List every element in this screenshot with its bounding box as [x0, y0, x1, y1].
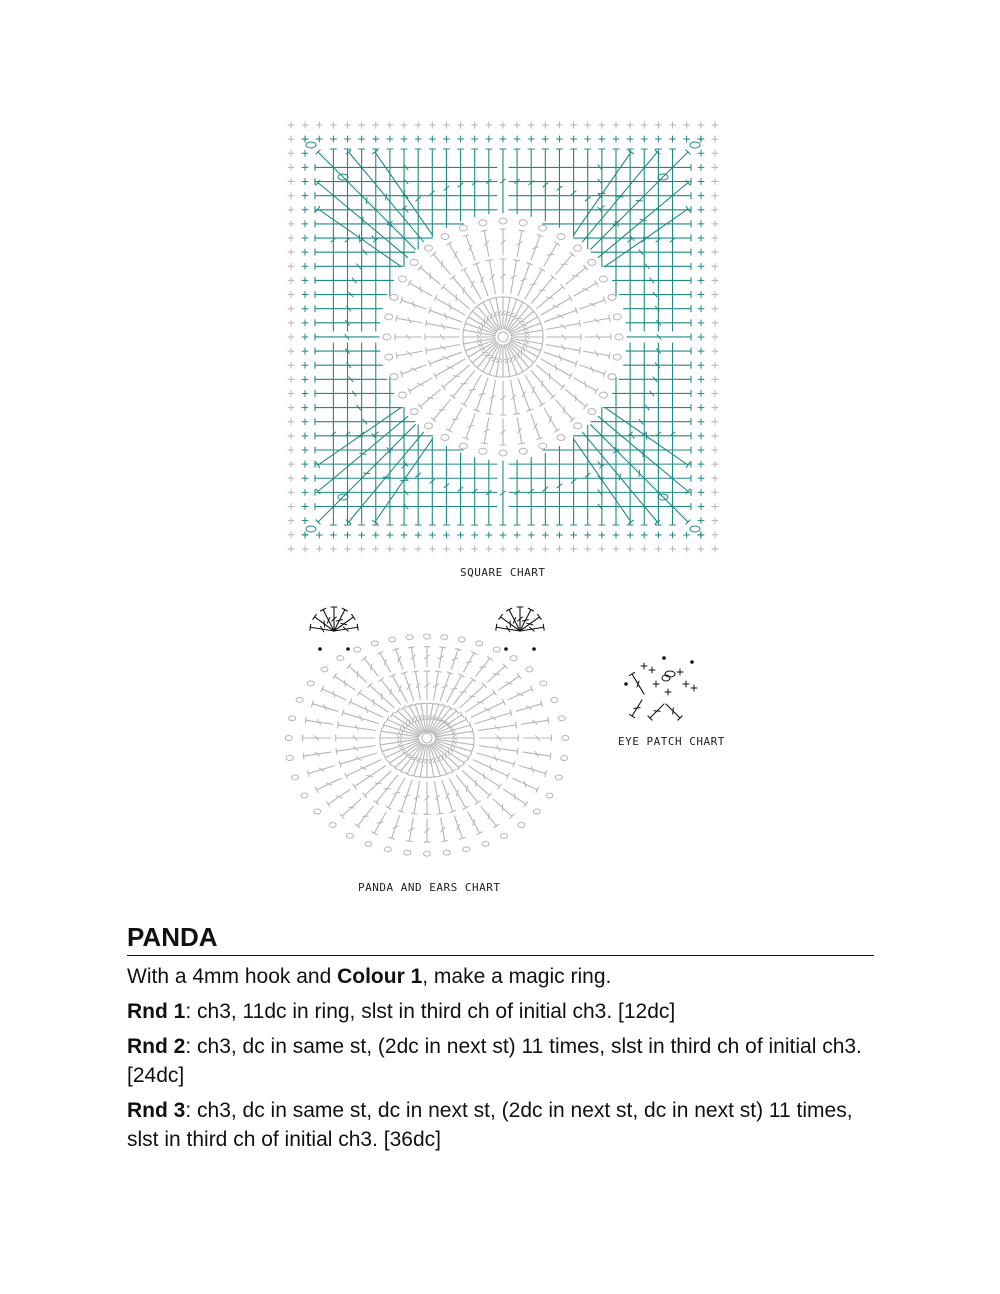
intro-instruction: With a 4mm hook and Colour 1, make a magic ring. — [127, 965, 612, 988]
round-1-instruction: Rnd 1: ch3, 11dc in ring, slst in third ch of initial ch3. [12dc] — [127, 1000, 676, 1023]
round-label: Rnd 3 — [127, 1099, 186, 1122]
round-label: Rnd 1 — [127, 1000, 186, 1023]
section-heading: PANDA — [127, 921, 874, 956]
panda-and-ears-chart-diagram — [282, 603, 572, 871]
round-3-instruction: Rnd 3: ch3, dc in same st, dc in next st, (2dc in next st, dc in next st) 11 times, slst in third ch of initial ch3. [36dc] — [127, 1099, 853, 1151]
round-label: Rnd 2 — [127, 1035, 186, 1058]
panda-pattern-section — [127, 921, 874, 1154]
round-2-instruction: Rnd 2: ch3, dc in same st, (2dc in next st) 11 times, slst in third ch of initial ch3. [24dc] — [127, 1035, 862, 1087]
eye-patch-chart-diagram — [620, 652, 705, 724]
square-chart-diagram — [283, 117, 723, 557]
panda-and-ears-chart-label: PANDA AND EARS CHART — [358, 881, 501, 894]
eye-patch-chart-label: EYE PATCH CHART — [618, 735, 725, 748]
colour-name: Colour 1 — [337, 965, 423, 988]
square-chart-label: SQUARE CHART — [460, 566, 546, 579]
